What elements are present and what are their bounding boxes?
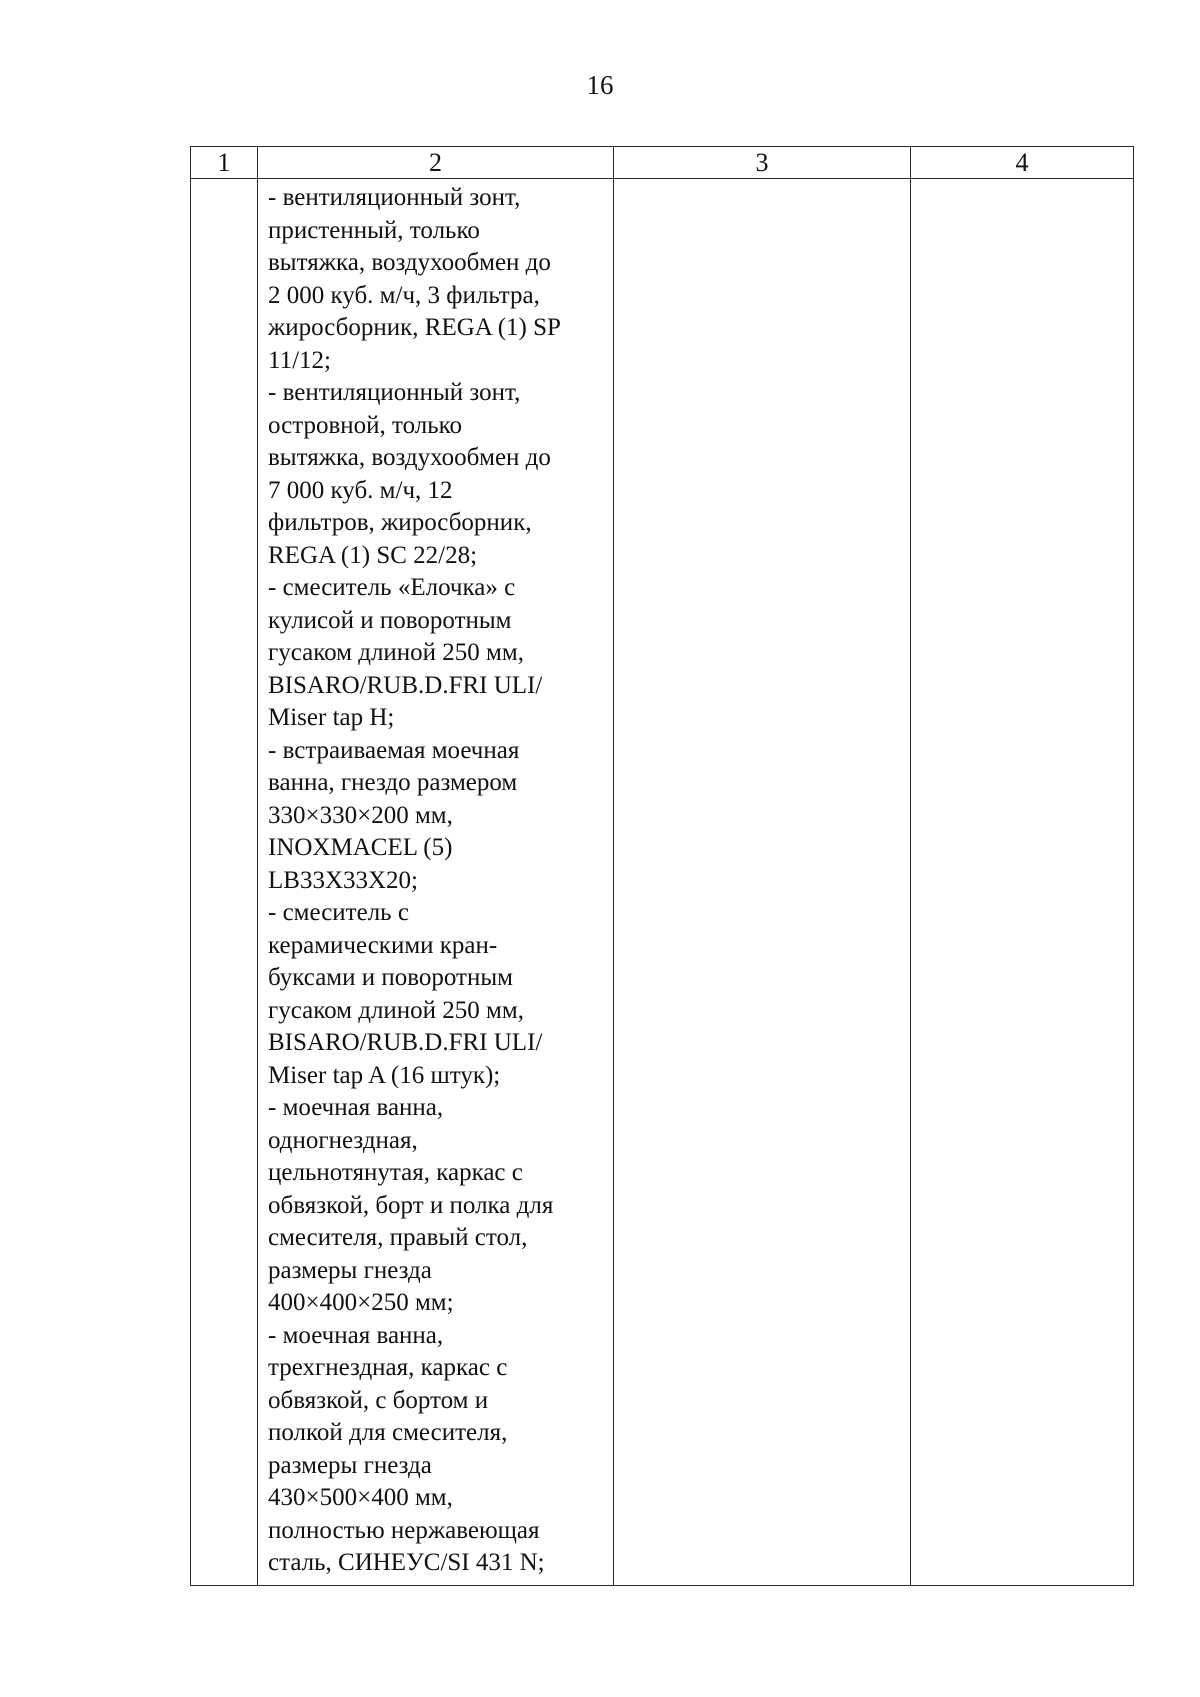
column-header-1: 1 [191, 147, 258, 179]
list-item: - смеситель с керамическими кран- буксами и поворотным гусаком длиной 250 мм, BISARO/RUB.D.FRI ULI/ Miser tap A (16 штук); [268, 899, 543, 1089]
list-item: - встраиваемая моечная ванна, гнездо размером 330×330×200 мм, INOXMACEL (5) LB33X33X20; [268, 736, 520, 894]
list-item: - моечная ванна, одногнездная, цельнотянутая, каркас с обвязкой, борт и полка для смесителя, правый стол, размеры гнезда 400×400×250 мм; [268, 1094, 554, 1316]
cell-column-3 [614, 179, 911, 1586]
equipment-table [190, 146, 1134, 1586]
list-item: - моечная ванна, трехгнездная, каркас с обвязкой, с бортом и полкой для смесителя, размеры гнезда 430×500×400 мм, полностью нержавеющая сталь, СИНЕУС/SI 431 N; [268, 1321, 545, 1576]
column-header-3: 3 [614, 147, 911, 179]
equipment-item-list [258, 179, 613, 1580]
list-item: - смеситель «Елочка» с кулисой и поворотным гусаком длиной 250 мм, BISARO/RUB.D.FRI ULI/ Miser tap H; [268, 574, 543, 731]
list-item: - вентиляционный зонт, пристенный, только вытяжка, воздухообмен до 2 000 куб. м/ч, 3 фильтра, жиросборник, REGA (1) SP 11/12; [268, 184, 561, 374]
column-header-4: 4 [911, 147, 1134, 179]
table-header-row [191, 147, 1134, 179]
cell-column-2 [258, 179, 614, 1586]
cell-column-1 [191, 179, 258, 1586]
page-number: 16 [586, 70, 614, 100]
cell-column-4 [911, 179, 1134, 1586]
table-row [191, 179, 1134, 1586]
column-header-2: 2 [258, 147, 614, 179]
list-item: - вентиляционный зонт, островной, только вытяжка, воздухообмен до 7 000 куб. м/ч, 12 фильтров, жиросборник, REGA (1) SC 22/28; [268, 379, 551, 569]
